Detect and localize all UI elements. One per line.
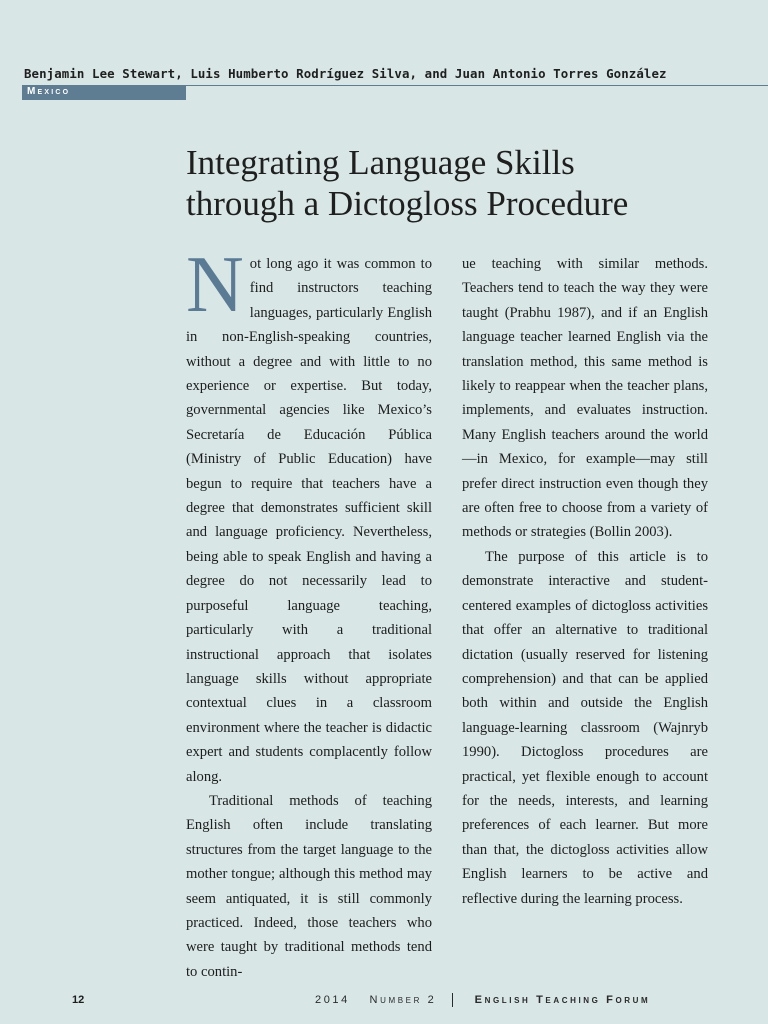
running-footer — [315, 993, 650, 1007]
footer-year: 2014 — [315, 993, 350, 1006]
body-column-right — [462, 252, 708, 911]
paragraph: Traditional methods of teaching English often include translating structures from the target language to the mother tongue; although this method may seem antiquated, it is still commonly practiced. Indeed, those teachers who were taught by traditional methods tend to contin- — [186, 792, 432, 980]
footer-issue: Number 2 — [369, 993, 437, 1006]
drop-cap: N — [186, 241, 244, 329]
paragraph: ue teaching with similar methods. Teachers tend to teach the way they were taught (Prabhu 1987), and if an English language teacher learned English via the translation method, this same method is likely to reappear when the teacher plans, implements, and evaluates instruction. Many English teachers around the world—in Mexico, for example—may still prefer direct instruction even though they are often free to choose from a variety of methods or strategies (Bollin 2003). — [462, 256, 708, 541]
footer-journal: English Teaching Forum — [474, 993, 651, 1006]
title-line-1: Integrating Language Skills — [186, 143, 575, 182]
paragraph — [186, 241, 432, 789]
paragraph: The purpose of this article is to demonstrate interactive and student-centered examples of dictogloss activities that offer an alternative to traditional dictation (usually reserved for listening comprehension) and that can be applied both within and outside the English language-learning classroom (Wajnryb 1990). Dictogloss procedures are practical, yet flexible enough to account for the needs, interests, and learning preferences of each learner. But more than that, the dictogloss activities allow English learners to be active and reflective during the learning process. — [462, 548, 708, 907]
paragraph-text: ot long ago it was common to find instructors teaching languages, particularly English in non-English-speaking countries, without a degree and with little to no experience or expertise. But today, governmental agencies like Mexico’s Secretaría de Educación Pública (Ministry of Public Education) have begun to require that teachers have a degree that demonstrates sufficient skill and language proficiency. Nevertheless, being able to speak English and having a degree do not necessarily lead to purposeful language teaching, particularly with a traditional instructional approach that isolates language skills without appropriate contextual clues in a classroom environment where the teacher is didactic expert and students complacently follow along. — [186, 256, 432, 785]
page-number: 12 — [72, 994, 85, 1006]
country-label: Mexico — [27, 86, 71, 97]
footer-divider — [452, 993, 453, 1007]
header-rule — [186, 85, 768, 86]
article-title — [186, 142, 726, 224]
title-line-2: through a Dictogloss Procedure — [186, 184, 629, 223]
body-column-left — [186, 241, 432, 984]
author-line: Benjamin Lee Stewart, Luis Humberto Rodríguez Silva, and Juan Antonio Torres González — [24, 66, 667, 81]
